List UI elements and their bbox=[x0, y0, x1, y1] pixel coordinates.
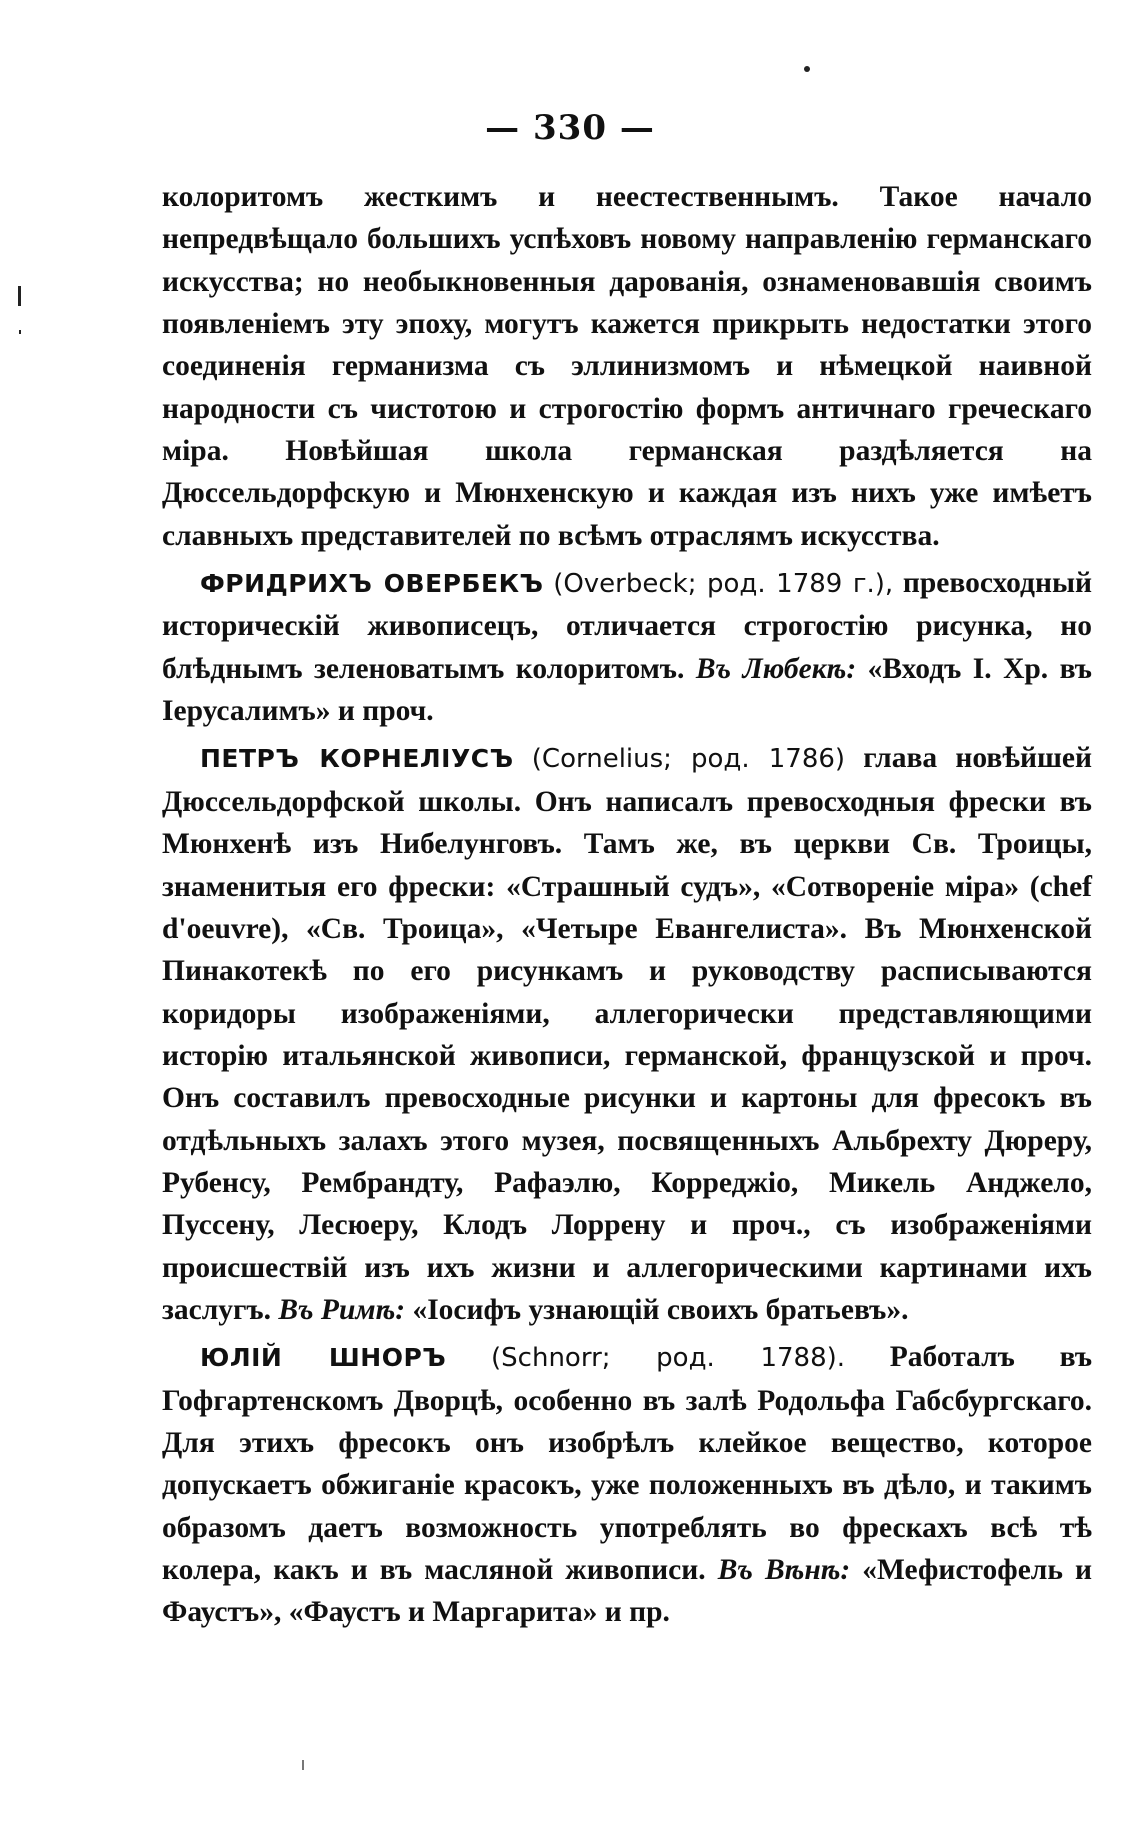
artist-name: ПЕТРЪ КОРНЕЛІУСЪ bbox=[200, 744, 514, 774]
location-label: Въ Римѣ: bbox=[278, 1293, 406, 1326]
paragraph-tail: «Входъ І. Хр. въ Іерусалимъ» и проч. bbox=[162, 652, 1092, 728]
paragraph-text: превосходный историческій живописецъ, отличается строгостію рисунка, но блѣднымъ зеленоватымъ колоритомъ. bbox=[162, 567, 1093, 685]
paragraph-text: колоритомъ жесткимъ и неестественнымъ. Такое начало непредвѣщало большихъ успѣховъ новому направленію германскаго искусства; но необыкновенныя дарованія, ознаменовавшія своимъ появленіемъ эту эпоху, могутъ кажется прикрыть недостатки этого соединенія германизма съ эллинизмомъ и нѣмецкой наивной народности съ чистотою и строгостію формъ античнаго греческаго міра. Новѣйшая школа германская раздѣляется на Дюссельдорфскую и Мюнхенскую и каждая изъ нихъ уже имѣетъ славныхъ представителей по всѣмъ отраслямъ искусства. bbox=[162, 181, 1092, 552]
margin-mark bbox=[302, 1760, 304, 1770]
paragraph-overbeck bbox=[162, 562, 1092, 732]
paragraph-tail: «Іосифъ узнающій своихъ братьевъ». bbox=[412, 1293, 909, 1326]
margin-mark bbox=[18, 286, 21, 306]
location-label: Въ Любекѣ: bbox=[695, 652, 857, 685]
body-text bbox=[162, 176, 1092, 1634]
paragraph-text: глава новѣйшей Дюссельдорфской школы. Онъ написалъ превосходныя фрески въ Мюнхенѣ изъ Нибелунговъ. Тамъ же, въ церкви Св. Троицы, знаменитыя его фрески: «Страшный судъ», «Сотвореніе міра» (chef d'oeuvre), «Св. Троица», «Четыре Евангелиста». Въ Мюнхенской Пинакотекѣ по его рисункамъ и руководству расписываются коридоры изображеніями, аллегорически представляющими исторію итальянской живописи, германской, французской и проч. Онъ составилъ превосходные рисунки и картоны для фресокъ въ отдѣльныхъ залахъ этого музея, посвященныхъ Альбрехту Дюреру, Рубенсу, Рембрандту, Рафаэлю, Корреджіо, Микель Анджело, Пуссену, Лесюеру, Клодъ Лоррену и проч., съ изображеніями происшествій изъ ихъ жизни и аллегорическими картинами ихъ заслугъ. bbox=[162, 742, 1092, 1326]
artist-latin-name: (Overbeck; род. 1789 г.), bbox=[553, 569, 894, 600]
ink-speck bbox=[804, 66, 810, 72]
page-number: — 330 — bbox=[485, 108, 655, 148]
location-label: Въ Вѣнѣ: bbox=[717, 1554, 851, 1586]
paragraph-text: Работалъ въ Гофгартенскомъ Дворцѣ, особенно въ залѣ Родольфа Габсбургскаго. Для этихъ фресокъ онъ изобрѣлъ клейкое вещество, которое допускаетъ обжиганіе красокъ, уже положенныхъ въ дѣло, и такимъ образомъ даетъ возможность употреблять во фрескахъ всѣ тѣ колера, какъ и въ масляной живописи. bbox=[162, 1341, 1093, 1586]
paragraph-cornelius bbox=[162, 737, 1092, 1331]
artist-name: ФРИДРИХЪ ОВЕРБЕКЪ bbox=[200, 569, 544, 599]
artist-latin-name: (Schnorr; род. 1788). bbox=[491, 1343, 846, 1374]
artist-name: ЮЛІЙ ШНОРЪ bbox=[200, 1343, 447, 1373]
paragraph-tail: «Мефистофель и Фаустъ», «Фаустъ и Маргарита» и пр. bbox=[162, 1554, 1093, 1629]
paragraph-schnorr bbox=[162, 1336, 1092, 1633]
paragraph-continuation bbox=[162, 176, 1092, 557]
artist-latin-name: (Cornelius; род. 1786) bbox=[531, 744, 846, 775]
margin-mark bbox=[19, 330, 21, 334]
